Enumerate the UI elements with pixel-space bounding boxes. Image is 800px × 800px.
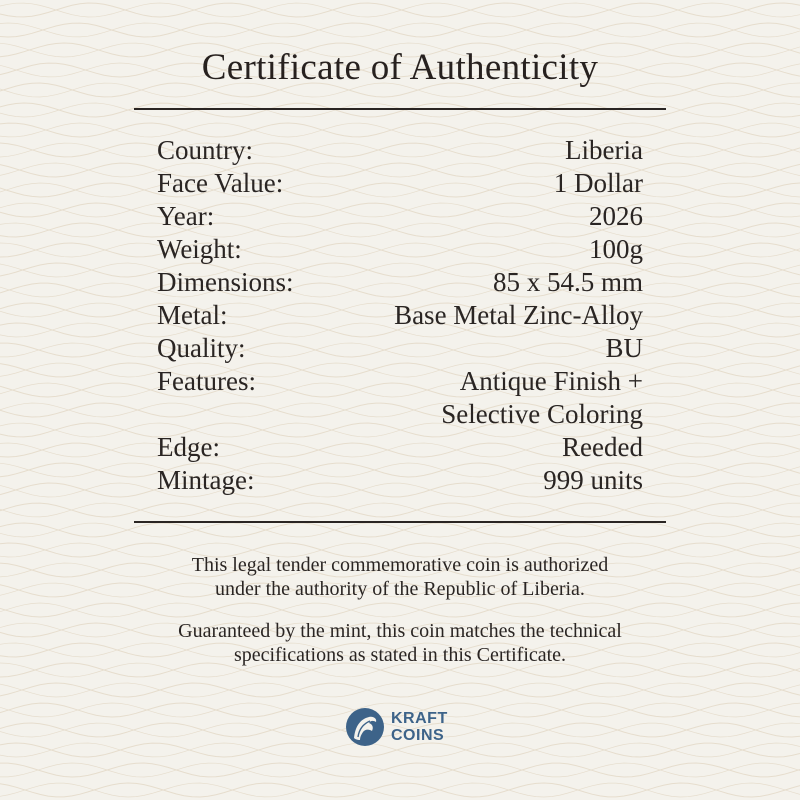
spec-row-edge xyxy=(157,431,643,464)
spec-value-line: Antique Finish + xyxy=(459,366,643,396)
spec-value xyxy=(589,200,643,233)
note-line: This legal tender commemorative coin is authorized xyxy=(191,554,609,576)
spec-value-line: 999 units xyxy=(543,465,643,495)
legal-tender-note xyxy=(0,553,800,601)
spec-value xyxy=(543,464,643,497)
spec-label: Quality: xyxy=(157,333,246,363)
note-line: under the authority of the Republic of Liberia. xyxy=(215,578,585,600)
spec-row-weight xyxy=(157,233,643,266)
spec-value-line: 1 Dollar xyxy=(553,168,643,198)
spec-label: Dimensions: xyxy=(157,267,294,297)
spec-value xyxy=(441,365,643,431)
spec-value xyxy=(394,299,643,332)
note-line: Guaranteed by the mint, this coin matches the technical xyxy=(178,620,622,642)
spec-value-line: Selective Coloring xyxy=(441,399,643,429)
spec-label: Features: xyxy=(157,366,256,396)
spec-value-line: 85 x 54.5 mm xyxy=(492,267,643,297)
kraft-coins-logo xyxy=(345,707,448,747)
spec-row-metal xyxy=(157,299,643,332)
spec-label: Mintage: xyxy=(157,465,255,495)
brand-wordmark xyxy=(391,710,448,744)
certificate-title: Certificate of Authenticity xyxy=(201,47,599,88)
spec-value-line: 2026 xyxy=(589,201,643,231)
spec-value-line: 100g xyxy=(589,234,643,264)
bottom-divider xyxy=(134,521,666,523)
spec-value-line: Reeded xyxy=(562,432,643,462)
spec-value-line: Base Metal Zinc-Alloy xyxy=(394,300,643,330)
spec-row-mintage xyxy=(157,464,643,497)
spec-value xyxy=(554,167,643,200)
brand-line: KRAFT xyxy=(391,710,448,727)
spec-row-features xyxy=(157,365,643,431)
spec-value-line: BU xyxy=(605,333,643,363)
spec-value xyxy=(565,134,643,167)
spec-label: Country: xyxy=(157,135,254,165)
spec-label: Face Value: xyxy=(157,168,284,198)
spec-value xyxy=(605,332,643,365)
spec-row-quality xyxy=(157,332,643,365)
spec-value xyxy=(562,431,643,464)
spec-value xyxy=(589,233,643,266)
brand-line: COINS xyxy=(391,727,445,744)
spec-list xyxy=(157,134,643,497)
spec-row-face-value xyxy=(157,167,643,200)
note-line: specifications as stated in this Certificate. xyxy=(233,644,567,666)
spec-row-dimensions xyxy=(157,266,643,299)
guarantee-note xyxy=(0,619,800,667)
spec-value xyxy=(493,266,643,299)
spec-row-year xyxy=(157,200,643,233)
spec-label: Edge: xyxy=(157,432,220,462)
spec-row-country xyxy=(157,134,643,167)
kraft-coins-logo-icon xyxy=(345,707,385,747)
spec-label: Year: xyxy=(157,201,215,231)
spec-value-line: Liberia xyxy=(565,135,643,165)
spec-label: Weight: xyxy=(157,234,242,264)
top-divider xyxy=(134,108,666,110)
spec-label: Metal: xyxy=(157,300,228,330)
